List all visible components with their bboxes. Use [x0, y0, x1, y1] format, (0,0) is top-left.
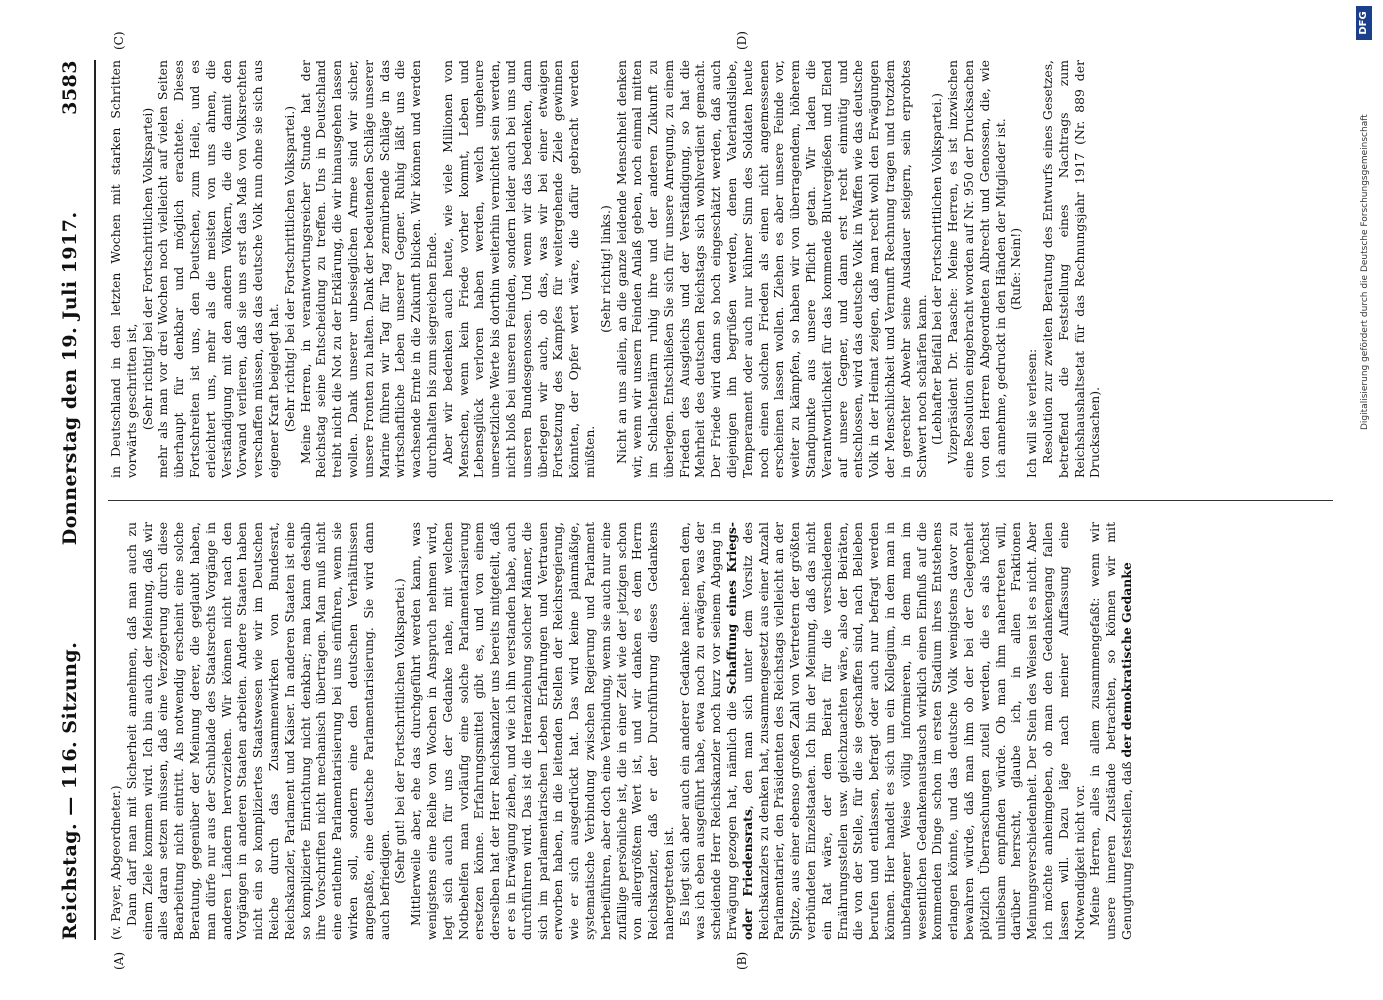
interjection: (Sehr richtig! bei der Fortschrittlichen Volkspartei): [139, 107, 155, 431]
margin-mark-a: (A): [112, 951, 126, 970]
paragraph: Meine Herren, alles in allem zusammengefaßt: wenn wir unsere inneren Zustände betrachten, so können wir mit Genugtuung feststellen, daß der demokratische Gedanke: [1087, 522, 1134, 940]
funding-watermark: [1346, 0, 1382, 1000]
paragraph: Dann darf man mit Sicherheit annehmen, daß man auch zu einem Ziele kommen wird. Ich bin auch der Meinung, daß wir alles daran setzen müssen, daß eine Verzögerung durch diese Bearbeitung nicht eintritt. Als notwendig erscheint eine solche Beratung, gegenüber der Meinung derer, die geglaubt haben, man dürfe nur aus der Schublade des Staatsrechts Vorgänge in anderen Ländern hervorziehen. Wir können nicht nach den Vorgängen in anderen Staaten arbeiten. Andere Staaten haben nicht ein so kompliziertes Staatswesen wie wir im Deutschen Reiche durch das Zusammenwirken von Bundesrat, Reichskanzler, Parlament und Kaiser. In anderen Staaten ist eine so komplizierte Einrichtung nicht denkbar; man kann deshalb ihre Vorschriften nicht mechanisch übertragen. Man muß nicht eine entlehnte Parlamentarisierung bei uns einführen, wenn sie wirken soll, sondern eine den deutschen Verhältnissen angepaßte, eine deutsche Parlamentarisierung. Sie wird dann auch befriedigen.: [123, 522, 392, 940]
paragraph: mehr als man vor drei Wochen noch vielleicht auf vielen Seiten überhaupt für denkbar und möglich erachtete. Dieses Fortschreiten ist uns, den Deutschen, zum Heile, und es erleichtert uns, mehr als die meisten von uns ahnen, die Verständigung mit den andern Völkern, die die damit den Vorwand verlieren, daß sie uns erst das Maß von Volksrechten verschaffen müssen, das das deutsche Volk nun ohne sie sich aus eigener Kraft beigelegt hat.: [155, 60, 281, 478]
margin-mark-c: (C): [112, 31, 126, 50]
paragraph: Aber wir bedenken auch heute, wie viele Millionen von Menschen, wenn kein Friede vorher kommt, Leben und Lebensglück verloren haben werden, welch ungeheure unersetzliche Werte bis dorthin weiterhin vernichtet sein werden, nicht bloß bei unseren Feinden, sondern leider auch bei uns und unseren Bundesgenossen. Und wenn wir das bedenken, dann überlegen wir auch, ob das, was wir bei einer etwaigen Fortsetzung des Kampfes für weitergehende Ziele gewinnen könnten, der Opfer wert wäre, die dafür gebracht werden müßten.: [439, 60, 597, 478]
header-left: Reichstag. — 116. Sitzung.: [59, 641, 81, 940]
page-header: [50, 60, 90, 940]
header-date: Donnerstag den 19. Juli 1917.: [59, 211, 81, 546]
left-column: [108, 522, 1135, 940]
interjection: (Lebhafter Beifall bei der Fortschrittlichen Volkspartei.): [929, 93, 945, 445]
paragraph: Vizepräsident Dr. Paasche: Meine Herren, es ist inzwischen eine Resolution eingebracht worden auf Nr. 950 der Drucksachen von den Herren Abgeordneten Albrecht und Genossen, die, wie ich annehme, gedruckt in den Händen der Mitglieder ist.: [945, 60, 1008, 478]
scanned-page: [20, 0, 1360, 1000]
page-number: 3583: [59, 60, 81, 115]
interjection: (Sehr richtig! bei der Fortschrittlichen Volkspartei.): [281, 105, 297, 433]
speaker-tag: (v. Payer, Abgeordneter.): [108, 785, 123, 940]
dfg-logo: DFG: [1356, 6, 1372, 40]
bold-phrase: der demokratische Gedanke: [1119, 562, 1134, 758]
resolution-text: Resolution zur zweiten Beratung des Entwurfs eines Gesetzes, betreffend die Feststellung eines Nachtrags zum Reichshaushaltsetat für das Rechnungsjahr 1917 (Nr. 889 der Drucksachen).: [1040, 60, 1103, 478]
paragraph: Nicht an uns allein, an die ganze leidende Menschheit denken wir, wenn wir unsern Feinden Anlaß geben, noch einmal mitten im Schlachtenlärm ruhig ihre und der anderen Zukunft zu überlegen. Entschließen Sie sich für unsere Anregung, zu einem Frieden des Ausgleichs und der Verständigung, so hat die Mehrheit des deutschen Reichstags sich wohlverdient gemacht. Der Friede wird dann so hoch eingeschätzt werden, daß auch diejenigen ihn begrüßen werden, denen Vaterlandsliebe, Temperament oder auch nur kühner Sinn des Soldaten heute noch einen solchen Frieden als einen nicht angemessenen erscheinen lassen wollen. Ziehen es aber unsere Feinde vor, weiter zu kämpfen, so haben wir von überragendem, höherem Standpunkte aus unsere Pflicht getan. Wir laden die Verantwortlichkeit für das kommende Blutvergießen und Elend auf unsere Gegner, und dann erst recht einmütig und entschlossen, wird das deutsche Volk in Waffen wie das deutsche Volk in der Heimat zeigen, daß man recht wohl den Erwägungen der Menschlichkeit und Vernunft Rechnung tragen und trotzdem in gerechter Abwehr seine Ausdauer steigern, sein erprobtes Schwert noch schärfen kann.: [613, 60, 929, 478]
paragraph: Ich will sie verlesen:: [1024, 348, 1040, 478]
header-rule: [94, 60, 96, 940]
paragraph: Meine Herren, in verantwortungsreicher Stunde hat der Reichstag seine Entscheidung zu treffen. Uns in Deutschland treibt nicht die Not zu der Erklärung, die wir hinausgehen lassen wollen. Dank unserer unbesieglichen Armee sind wir sicher, unsere Fronten zu halten. Dank der bedeutenden Schläge unserer Marine führen wir Tag für Tag zermürbende Schläge in das wirtschaftliche Leben unserer Gegner. Ruhig läßt uns die wachsende Ernte in die Zukunft blicken. Wir können und werden durchhalten bis zum siegreichen Ende.: [297, 60, 439, 478]
watermark-text: Digitalisierung gefördert durch die Deutsche Forschungsgemeinschaft: [1360, 114, 1370, 430]
interjection: (Sehr richtig! links.): [597, 205, 613, 333]
margin-mark-d: (D): [735, 31, 749, 50]
column-divider: [108, 500, 1333, 501]
right-column: [108, 60, 1103, 478]
paragraph: Mittlerweile aber, ehe das durchgeführt werden kann, was wenigstens eine Reihe von Wochen in Anspruch nehmen wird, legt sich auch für uns der Gedanke nahe, mit welchen Notbehelfen man vorläufig eine solche Parlamentarisierung ersetzen könne. Erfahrungsmittel gibt es, und von einem derselben hat der Herr Reichskanzler uns bereits mitgeteilt, daß er es in Erwägung ziehen, und wie ich ihn verstanden habe, auch durchführen wird. Das ist die Heranziehung solcher Männer, die sich im parlamentarischen Leben Erfahrungen und Vertrauen erworben haben, in die leitenden Stellen der Reichsregierung, wie er sich ausgedrückt hat. Das wird keine planmäßige, systematische Verbindung zwischen Regierung und Parlament herbeiführen, aber doch eine Verbindung, wenn sie auch nur eine zufällige persönliche ist, die in einer Zeit wie der jetzigen schon von allergrößtem Wert ist, und wir danken es dem Herrn Reichskanzler, daß er der Durchführung dieses Gedankens nahergetreten ist.: [408, 522, 676, 940]
interjection: (Sehr gut! bei der Fortschrittlichen Volkspartei.): [392, 578, 408, 884]
paragraph: in Deutschland in den letzten Wochen mit starken Schritten vorwärts geschritten ist,: [108, 60, 139, 478]
interjection: (Rufe: Nein!): [1008, 227, 1024, 311]
paragraph: Es liegt sich aber auch ein anderer Gedanke nahe: neben dem, was ich eben ausgeführt habe, etwa noch zu erwägen, was der scheidende Herr Reichskanzler noch kurz vor seinem Abgang in Erwägung gezogen hat, nämlich die Schaffung eines Kriegs- oder Friedensrats, den man sich unter dem Vorsitz des Reichskanzlers zu denken hat, zusammengesetzt aus einer Anzahl Parlamentarier, den Präsidenten des Reichstags vielleicht an der Spitze, aus einer ebenso großen Zahl von Vertretern der größten verbündeten Einzelstaaten. Ich bin der Meinung, daß das nicht ein Rat wäre, der dem Beirat für die verschiedenen Ernährungsstellen usw. gleichzuachten wäre, also der Beiräten, die von der Stelle, für die sie geschaffen sind, nach Belieben berufen und entlassen, befragt oder auch nur befragt werden können. Hier handelt es sich um ein Kollegium, in dem man in unbefangener Weise völlig informieren, in dem man im wesentlichen Gedankenaustausch wirklich einen Einfluß auf die kommenden Dinge schon im ersten Stadium ihres Entstehens erlangen könnte, und das deutsche Volk wenigstens davor zu bewahren würde, daß man ihm ob der bei der Gelegenheit plötzlich Überraschungen zuteil werden, die es als höchst unliebsam empfinden würde. Ob man ihm nahertreten will, darüber herrscht, glaube ich, in allen Fraktionen Meinungsverschiedenheit. Der Stein des Weisen ist es nicht. Aber ich möchte anheimgeben, ob man den Gedankengang fallen lassen will. Dazu läge nach meiner Auffassung eine Notwendigkeit nicht vor.: [676, 521, 1087, 940]
bold-phrase: Schaffung eines Kriegs- oder Friedensrats: [724, 521, 755, 940]
margin-mark-b: (B): [735, 951, 749, 970]
